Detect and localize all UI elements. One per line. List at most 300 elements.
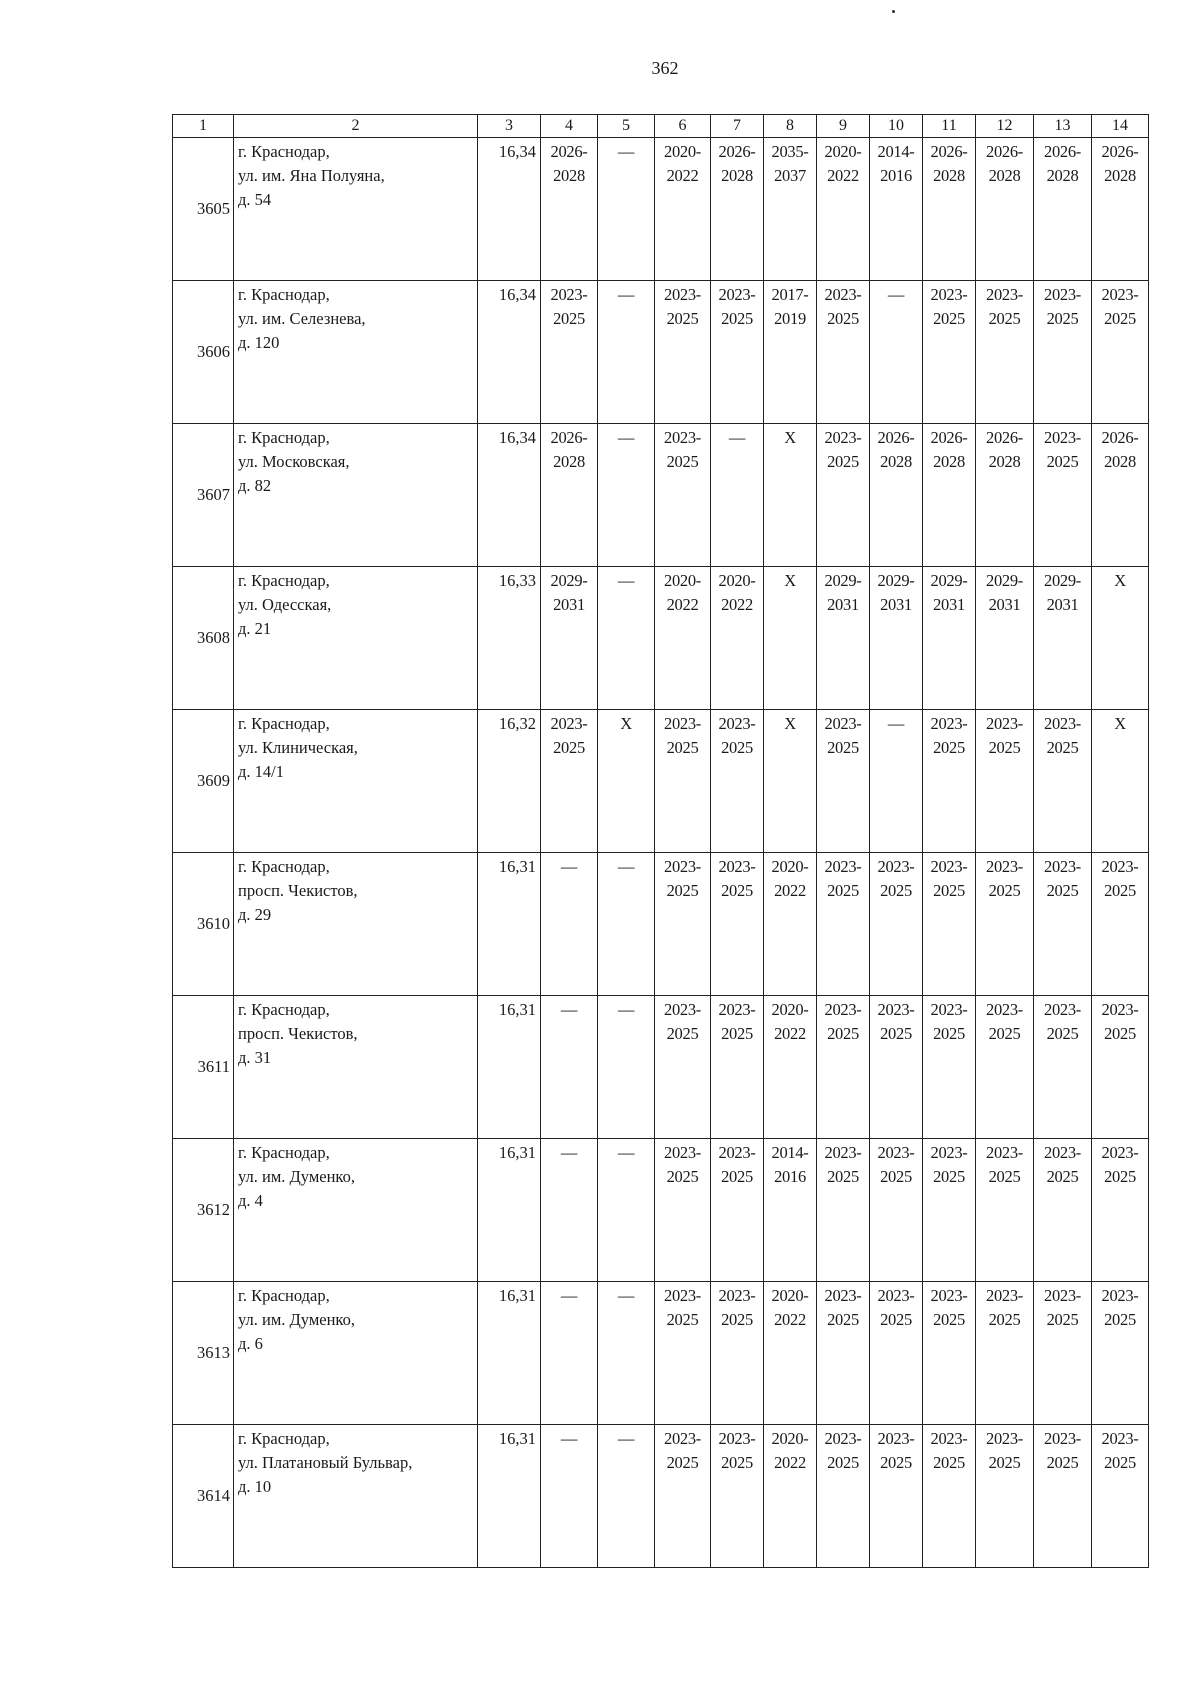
value-cell-col-14 bbox=[1092, 281, 1149, 424]
value-line: 2025 bbox=[988, 1024, 1021, 1043]
value-cell-col-12 bbox=[976, 281, 1034, 424]
value-cell-col-14 bbox=[1092, 1282, 1149, 1425]
value-line: 2029- bbox=[986, 571, 1023, 590]
row-number: 3614 bbox=[173, 1425, 234, 1568]
value-line: 2025 bbox=[933, 1167, 965, 1186]
value-line: 2023- bbox=[1044, 428, 1081, 447]
row-number: 3610 bbox=[173, 853, 234, 996]
value-line: 2023- bbox=[986, 857, 1023, 876]
value-line: 2025 bbox=[827, 1453, 859, 1472]
value-line: 2023- bbox=[930, 1429, 968, 1448]
page-number: 362 bbox=[651, 58, 679, 78]
value-cell-col-9 bbox=[817, 567, 870, 710]
value-line: 2020- bbox=[771, 1429, 809, 1448]
value-line: 2023- bbox=[824, 1000, 862, 1019]
value-cell-col-14 bbox=[1092, 1425, 1149, 1568]
row-number: 3607 bbox=[173, 424, 234, 567]
value-line: 2023- bbox=[986, 714, 1023, 733]
value-cell-col-12 bbox=[976, 1139, 1034, 1282]
area-cell: 16,32 bbox=[478, 710, 541, 853]
column-header-13: 13 bbox=[1034, 115, 1092, 138]
value-cell-col-13 bbox=[1034, 424, 1092, 567]
value-cell-col-7 bbox=[711, 138, 764, 281]
value-cell-col-12 bbox=[976, 567, 1034, 710]
value-line: 2037 bbox=[774, 166, 806, 185]
value-line: 2031 bbox=[827, 595, 859, 614]
value-line: 2023- bbox=[664, 1286, 701, 1305]
value-line: 2022 bbox=[666, 595, 699, 614]
area-cell: 16,34 bbox=[478, 424, 541, 567]
table-row bbox=[173, 853, 1149, 996]
value-cell-col-6 bbox=[655, 138, 711, 281]
address-line: г. Краснодар, bbox=[238, 285, 330, 304]
value-line: 2023- bbox=[664, 857, 701, 876]
value-line: 2035- bbox=[771, 142, 809, 161]
value-line: — bbox=[887, 285, 905, 304]
value-line: 2023- bbox=[986, 1143, 1023, 1162]
value-line: 2025 bbox=[988, 1310, 1021, 1329]
value-cell-col-12 bbox=[976, 1282, 1034, 1425]
value-line: 2025 bbox=[933, 881, 965, 900]
value-line: 2023- bbox=[718, 714, 756, 733]
value-cell-col-7 bbox=[711, 1425, 764, 1568]
address-cell bbox=[234, 567, 478, 710]
value-cell-col-6 bbox=[655, 1282, 711, 1425]
value-line: 2028 bbox=[1104, 166, 1136, 185]
column-header-2: 2 bbox=[234, 115, 478, 138]
row-number: 3611 bbox=[173, 996, 234, 1139]
value-cell-col-5 bbox=[598, 710, 655, 853]
value-line: 2025 bbox=[827, 309, 859, 328]
value-cell-col-6 bbox=[655, 1425, 711, 1568]
column-header-6: 6 bbox=[655, 115, 711, 138]
value-line: X bbox=[1114, 571, 1126, 590]
value-line: 2023- bbox=[718, 1143, 756, 1162]
value-line: 2025 bbox=[1104, 881, 1136, 900]
table-row bbox=[173, 138, 1149, 281]
area-cell: 16,31 bbox=[478, 1425, 541, 1568]
value-line: X bbox=[620, 714, 632, 733]
value-cell-col-4 bbox=[541, 1282, 598, 1425]
value-line: 2023- bbox=[824, 1143, 862, 1162]
value-line: 2023- bbox=[824, 1286, 862, 1305]
value-line: 2029- bbox=[824, 571, 862, 590]
column-header-12: 12 bbox=[976, 115, 1034, 138]
value-line: 2025 bbox=[880, 1453, 912, 1472]
value-cell-col-14 bbox=[1092, 424, 1149, 567]
value-cell-col-8 bbox=[764, 1139, 817, 1282]
value-line: 2020- bbox=[664, 571, 701, 590]
scan-speck bbox=[892, 10, 895, 13]
value-line: 2028 bbox=[1104, 452, 1136, 471]
value-cell-col-10 bbox=[870, 1282, 923, 1425]
address-line: д. 4 bbox=[238, 1191, 263, 1210]
value-line: 2031 bbox=[553, 595, 585, 614]
value-line: — bbox=[617, 857, 635, 876]
column-header-10: 10 bbox=[870, 115, 923, 138]
value-line: — bbox=[617, 1000, 635, 1019]
address-cell bbox=[234, 424, 478, 567]
value-line: — bbox=[560, 1286, 578, 1305]
value-cell-col-14 bbox=[1092, 138, 1149, 281]
value-line: 2025 bbox=[721, 309, 753, 328]
value-line: 2023- bbox=[930, 1000, 968, 1019]
value-line: 2023- bbox=[1044, 857, 1081, 876]
value-cell-col-8 bbox=[764, 1282, 817, 1425]
value-line: 2023- bbox=[1044, 1143, 1081, 1162]
value-cell-col-7 bbox=[711, 710, 764, 853]
value-line: 2025 bbox=[721, 1167, 753, 1186]
value-line: 2022 bbox=[774, 881, 806, 900]
value-line: X bbox=[1114, 714, 1126, 733]
value-cell-col-13 bbox=[1034, 710, 1092, 853]
value-line: 2031 bbox=[880, 595, 912, 614]
value-line: X bbox=[784, 428, 796, 447]
value-cell-col-11 bbox=[923, 853, 976, 996]
value-cell-col-7 bbox=[711, 996, 764, 1139]
row-number: 3606 bbox=[173, 281, 234, 424]
value-line: 2025 bbox=[988, 1453, 1021, 1472]
value-line: 2025 bbox=[1104, 309, 1136, 328]
value-line: 2029- bbox=[550, 571, 588, 590]
address-cell bbox=[234, 996, 478, 1139]
area-cell: 16,34 bbox=[478, 138, 541, 281]
value-line: 2023- bbox=[1101, 1000, 1139, 1019]
value-cell-col-6 bbox=[655, 1139, 711, 1282]
value-cell-col-7 bbox=[711, 567, 764, 710]
value-line: 2025 bbox=[721, 1024, 753, 1043]
address-line: ул. им. Думенко, bbox=[238, 1167, 355, 1186]
value-line: 2023- bbox=[1101, 1286, 1139, 1305]
value-cell-col-9 bbox=[817, 138, 870, 281]
area-cell: 16,31 bbox=[478, 996, 541, 1139]
value-line: 2028 bbox=[933, 452, 965, 471]
value-line: 2023- bbox=[986, 1000, 1023, 1019]
table-row bbox=[173, 1282, 1149, 1425]
schedule-table bbox=[172, 114, 1149, 1568]
value-cell-col-8 bbox=[764, 567, 817, 710]
value-line: 2025 bbox=[1104, 1167, 1136, 1186]
value-line: 2014- bbox=[877, 142, 915, 161]
value-line: — bbox=[617, 285, 635, 304]
value-cell-col-6 bbox=[655, 424, 711, 567]
value-line: 2023- bbox=[664, 428, 701, 447]
value-line: 2026- bbox=[930, 428, 968, 447]
value-line: 2023- bbox=[550, 285, 588, 304]
value-line: 2025 bbox=[1046, 452, 1079, 471]
value-cell-col-14 bbox=[1092, 567, 1149, 710]
value-cell-col-11 bbox=[923, 710, 976, 853]
value-cell-col-10 bbox=[870, 281, 923, 424]
address-line: д. 82 bbox=[238, 476, 272, 495]
value-line: 2025 bbox=[1046, 1453, 1079, 1472]
address-line: д. 6 bbox=[238, 1334, 263, 1353]
value-line: 2022 bbox=[827, 166, 859, 185]
value-line: 2025 bbox=[1046, 1024, 1079, 1043]
address-line: д. 120 bbox=[238, 333, 280, 352]
value-line: 2023- bbox=[1044, 285, 1081, 304]
value-cell-col-9 bbox=[817, 996, 870, 1139]
address-cell bbox=[234, 281, 478, 424]
value-cell-col-9 bbox=[817, 1139, 870, 1282]
value-line: 2020- bbox=[771, 857, 809, 876]
value-cell-col-11 bbox=[923, 281, 976, 424]
value-cell-col-5 bbox=[598, 424, 655, 567]
value-line: 2025 bbox=[988, 881, 1021, 900]
value-line: X bbox=[784, 714, 796, 733]
value-line: 2023- bbox=[1101, 1143, 1139, 1162]
value-line: 2023- bbox=[877, 1286, 915, 1305]
column-header-14: 14 bbox=[1092, 115, 1149, 138]
value-line: 2026- bbox=[718, 142, 756, 161]
value-cell-col-10 bbox=[870, 1425, 923, 1568]
address-line: д. 10 bbox=[238, 1477, 272, 1496]
row-number: 3612 bbox=[173, 1139, 234, 1282]
value-cell-col-9 bbox=[817, 853, 870, 996]
value-line: 2026- bbox=[1044, 142, 1081, 161]
value-line: 2023- bbox=[1101, 285, 1139, 304]
value-line: — bbox=[560, 1000, 578, 1019]
value-cell-col-4 bbox=[541, 567, 598, 710]
value-line: 2016 bbox=[880, 166, 912, 185]
value-line: 2028 bbox=[933, 166, 965, 185]
value-line: 2029- bbox=[1044, 571, 1081, 590]
row-number: 3608 bbox=[173, 567, 234, 710]
value-cell-col-11 bbox=[923, 996, 976, 1139]
area-cell: 16,31 bbox=[478, 1282, 541, 1425]
value-line: 2016 bbox=[774, 1167, 806, 1186]
row-number: 3609 bbox=[173, 710, 234, 853]
value-line: 2022 bbox=[774, 1310, 806, 1329]
value-line: 2025 bbox=[933, 1024, 965, 1043]
value-line: 2026- bbox=[550, 428, 588, 447]
value-line: 2022 bbox=[666, 166, 699, 185]
value-line: 2025 bbox=[880, 1024, 912, 1043]
value-cell-col-8 bbox=[764, 996, 817, 1139]
address-line: ул. им. Яна Полуяна, bbox=[238, 166, 385, 185]
value-cell-col-6 bbox=[655, 853, 711, 996]
value-cell-col-4 bbox=[541, 996, 598, 1139]
value-cell-col-5 bbox=[598, 138, 655, 281]
value-line: 2020- bbox=[824, 142, 862, 161]
address-cell bbox=[234, 1282, 478, 1425]
value-line: 2025 bbox=[880, 1167, 912, 1186]
value-line: 2028 bbox=[553, 452, 585, 471]
value-cell-col-4 bbox=[541, 710, 598, 853]
value-line: 2020- bbox=[771, 1286, 809, 1305]
value-line: 2023- bbox=[824, 1429, 862, 1448]
row-number: 3605 bbox=[173, 138, 234, 281]
value-cell-col-5 bbox=[598, 996, 655, 1139]
value-cell-col-6 bbox=[655, 710, 711, 853]
value-cell-col-13 bbox=[1034, 996, 1092, 1139]
address-line: просп. Чекистов, bbox=[238, 881, 358, 900]
value-line: 2025 bbox=[666, 738, 699, 757]
value-line: 2025 bbox=[1046, 1310, 1079, 1329]
value-cell-col-14 bbox=[1092, 853, 1149, 996]
column-header-7: 7 bbox=[711, 115, 764, 138]
address-line: г. Краснодар, bbox=[238, 1000, 330, 1019]
value-line: 2025 bbox=[666, 1024, 699, 1043]
value-line: 2025 bbox=[827, 881, 859, 900]
address-line: ул. Московская, bbox=[238, 452, 350, 471]
value-line: 2023- bbox=[718, 1286, 756, 1305]
value-cell-col-13 bbox=[1034, 1139, 1092, 1282]
address-line: ул. Клиническая, bbox=[238, 738, 358, 757]
value-cell-col-4 bbox=[541, 424, 598, 567]
value-line: 2025 bbox=[1104, 1310, 1136, 1329]
value-line: 2026- bbox=[986, 428, 1023, 447]
value-line: 2031 bbox=[1046, 595, 1079, 614]
value-line: — bbox=[560, 857, 578, 876]
value-line: 2028 bbox=[880, 452, 912, 471]
value-line: 2023- bbox=[877, 1000, 915, 1019]
value-line: — bbox=[560, 1143, 578, 1162]
value-cell-col-4 bbox=[541, 853, 598, 996]
value-cell-col-12 bbox=[976, 138, 1034, 281]
address-line: г. Краснодар, bbox=[238, 571, 330, 590]
value-line: 2025 bbox=[553, 738, 585, 757]
value-line: — bbox=[728, 428, 746, 447]
value-cell-col-7 bbox=[711, 424, 764, 567]
address-line: просп. Чекистов, bbox=[238, 1024, 358, 1043]
value-line: 2023- bbox=[664, 1000, 701, 1019]
value-line: — bbox=[617, 428, 635, 447]
row-number: 3613 bbox=[173, 1282, 234, 1425]
value-line: 2025 bbox=[721, 738, 753, 757]
value-line: 2023- bbox=[718, 1000, 756, 1019]
address-line: д. 31 bbox=[238, 1048, 272, 1067]
value-line: 2025 bbox=[1046, 1167, 1079, 1186]
value-line: 2025 bbox=[933, 309, 965, 328]
value-line: 2029- bbox=[930, 571, 968, 590]
value-line: 2028 bbox=[553, 166, 585, 185]
value-cell-col-4 bbox=[541, 138, 598, 281]
value-line: 2017- bbox=[771, 285, 809, 304]
value-cell-col-13 bbox=[1034, 281, 1092, 424]
value-cell-col-11 bbox=[923, 138, 976, 281]
column-header-8: 8 bbox=[764, 115, 817, 138]
value-cell-col-8 bbox=[764, 1425, 817, 1568]
value-line: 2023- bbox=[824, 285, 862, 304]
value-line: 2023- bbox=[986, 285, 1023, 304]
value-cell-col-10 bbox=[870, 710, 923, 853]
value-line: 2025 bbox=[933, 738, 965, 757]
value-line: 2028 bbox=[988, 166, 1021, 185]
table-row bbox=[173, 1139, 1149, 1282]
table-row bbox=[173, 996, 1149, 1139]
table-row bbox=[173, 710, 1149, 853]
value-line: 2023- bbox=[718, 285, 756, 304]
value-line: 2023- bbox=[1044, 1000, 1081, 1019]
value-line: 2023- bbox=[930, 857, 968, 876]
value-line: 2031 bbox=[988, 595, 1021, 614]
value-line: 2023- bbox=[877, 857, 915, 876]
value-line: 2025 bbox=[666, 452, 699, 471]
value-line: 2029- bbox=[877, 571, 915, 590]
value-line: 2020- bbox=[771, 1000, 809, 1019]
address-cell bbox=[234, 853, 478, 996]
value-line: 2026- bbox=[877, 428, 915, 447]
value-line: 2026- bbox=[1101, 428, 1139, 447]
value-line: 2026- bbox=[986, 142, 1023, 161]
value-cell-col-11 bbox=[923, 1282, 976, 1425]
value-cell-col-9 bbox=[817, 424, 870, 567]
value-line: 2025 bbox=[666, 1310, 699, 1329]
value-line: 2014- bbox=[771, 1143, 809, 1162]
value-cell-col-13 bbox=[1034, 138, 1092, 281]
value-cell-col-13 bbox=[1034, 1282, 1092, 1425]
value-line: 2020- bbox=[664, 142, 701, 161]
address-line: ул. Одесская, bbox=[238, 595, 332, 614]
column-header-5: 5 bbox=[598, 115, 655, 138]
value-line: 2020- bbox=[718, 571, 756, 590]
value-cell-col-6 bbox=[655, 567, 711, 710]
table-row bbox=[173, 1425, 1149, 1568]
address-line: г. Краснодар, bbox=[238, 428, 330, 447]
value-line: 2023- bbox=[877, 1143, 915, 1162]
value-line: 2025 bbox=[827, 452, 859, 471]
value-line: 2025 bbox=[827, 1310, 859, 1329]
value-line: 2026- bbox=[550, 142, 588, 161]
value-cell-col-6 bbox=[655, 996, 711, 1139]
value-line: 2025 bbox=[988, 738, 1021, 757]
value-line: 2023- bbox=[930, 285, 968, 304]
value-line: 2025 bbox=[553, 309, 585, 328]
value-cell-col-7 bbox=[711, 1282, 764, 1425]
table-row bbox=[173, 424, 1149, 567]
value-line: 2026- bbox=[1101, 142, 1139, 161]
value-cell-col-7 bbox=[711, 281, 764, 424]
table-body bbox=[173, 138, 1149, 1568]
address-line: д. 54 bbox=[238, 190, 272, 209]
area-cell: 16,33 bbox=[478, 567, 541, 710]
value-line: 2025 bbox=[1104, 1024, 1136, 1043]
value-line: 2023- bbox=[664, 285, 701, 304]
value-line: 2028 bbox=[721, 166, 753, 185]
column-header-4: 4 bbox=[541, 115, 598, 138]
value-line: 2025 bbox=[666, 881, 699, 900]
value-cell-col-11 bbox=[923, 424, 976, 567]
address-line: ул. им. Селезнева, bbox=[238, 309, 366, 328]
value-cell-col-12 bbox=[976, 424, 1034, 567]
value-cell-col-5 bbox=[598, 281, 655, 424]
table-row bbox=[173, 281, 1149, 424]
address-line: г. Краснодар, bbox=[238, 714, 330, 733]
value-line: 2025 bbox=[1104, 1453, 1136, 1472]
value-line: — bbox=[887, 714, 905, 733]
column-header-9: 9 bbox=[817, 115, 870, 138]
value-line: 2025 bbox=[827, 738, 859, 757]
address-line: д. 29 bbox=[238, 905, 272, 924]
value-cell-col-10 bbox=[870, 853, 923, 996]
value-line: 2025 bbox=[721, 881, 753, 900]
value-cell-col-5 bbox=[598, 1282, 655, 1425]
value-cell-col-11 bbox=[923, 567, 976, 710]
value-line: — bbox=[617, 1143, 635, 1162]
address-cell bbox=[234, 1425, 478, 1568]
value-line: — bbox=[617, 571, 635, 590]
value-line: 2025 bbox=[721, 1453, 753, 1472]
address-line: г. Краснодар, bbox=[238, 1143, 330, 1162]
value-cell-col-14 bbox=[1092, 996, 1149, 1139]
value-cell-col-10 bbox=[870, 424, 923, 567]
value-line: 2023- bbox=[930, 1286, 968, 1305]
area-cell: 16,31 bbox=[478, 1139, 541, 1282]
value-cell-col-14 bbox=[1092, 710, 1149, 853]
value-line: 2022 bbox=[774, 1453, 806, 1472]
value-line: 2023- bbox=[824, 428, 862, 447]
